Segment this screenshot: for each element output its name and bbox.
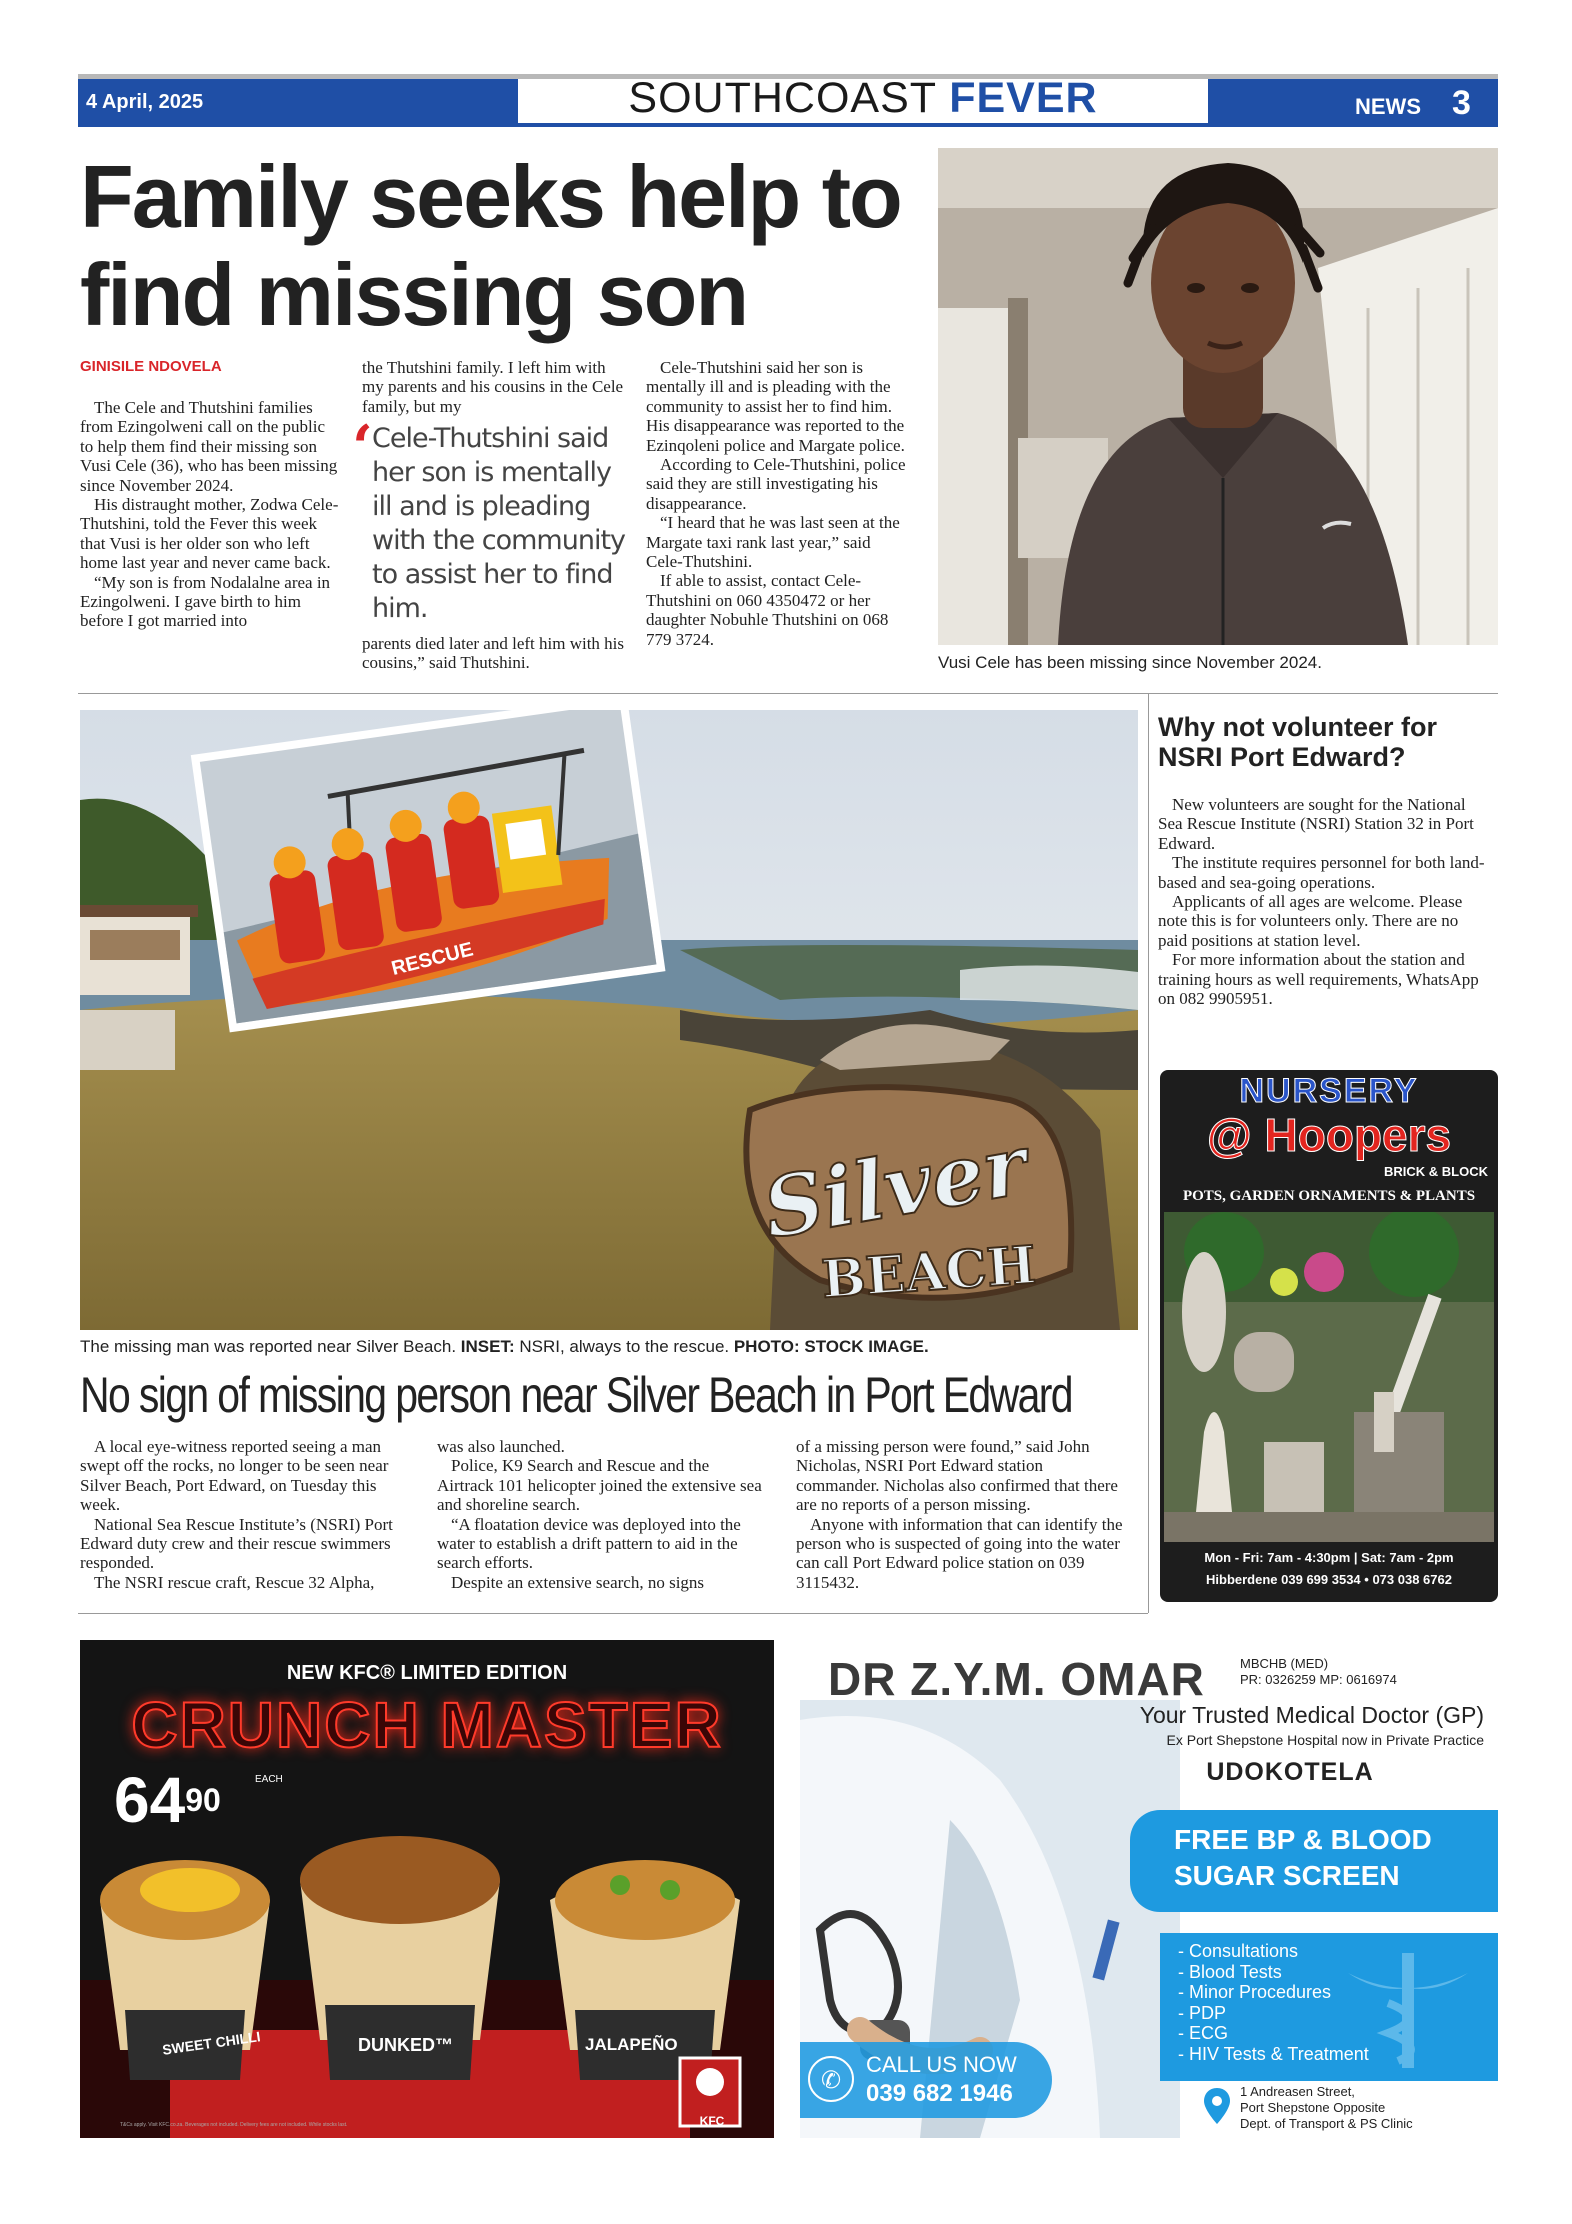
paragraph: was also launched. [437,1437,565,1456]
headline-line-2: find missing son [80,245,748,344]
doctor-registration: PR: 0326259 MP: 0616974 [1240,1672,1397,1687]
location-pin-icon [1204,2088,1230,2124]
section-divider [78,1613,1148,1614]
paragraph: Anyone with information that can identify the person who is suspected of going into the water can call Port Edward police station on 039 3115432. [796,1514,1123,1592]
photo-caption: Vusi Cele has been missing since November 2024. [938,653,1322,672]
nursery-ad [1160,1070,1498,1602]
kfc-ad [80,1640,774,2138]
services-panel [1160,1933,1498,2081]
section-label: NEWS [1355,94,1421,119]
phone-icon: ✆ [808,2056,854,2102]
doctor-udokotela: UDOKOTELA [1206,1758,1374,1786]
article1-headline [80,148,940,344]
address-block [1240,2084,1413,2132]
sign-text-beach: BEACH [819,1234,1038,1311]
caption-inset-label: INSET: [460,1337,515,1356]
nursery-tagline: POTS, GARDEN ORNAMENTS & PLANTS [1182,1188,1476,1204]
nursery-sub: BRICK & BLOCK [1384,1164,1488,1179]
article2-col1 [80,1437,408,1592]
paragraph: New volunteers are sought for the National Sea Rescue Institute (NSRI) Station 32 in Port Edward. [1158,795,1474,853]
address-line: Port Shepstone Opposite [1240,2100,1386,2115]
caption-text: NSRI, always to the rescue. [514,1337,734,1356]
kfc-food-image [80,1830,774,2138]
kfc-title: CRUNCH MASTER [131,1689,723,1761]
paragraph: The NSRI rescue craft, Rescue 32 Alpha, [94,1572,375,1592]
doctor-name: DR Z.Y.M. OMAR [828,1653,1205,1705]
nursery-hours: Mon - Fri: 7am - 4:30pm | Sat: 7am - 2pm [1204,1550,1454,1565]
missing-man-photo [938,148,1498,645]
service-item: - PDP [1178,2002,1227,2023]
service-item: - Minor Procedures [1178,1982,1332,2002]
nursery-title: NURSERY [1239,1072,1419,1110]
masthead-title [518,74,1208,126]
masthead-light: SOUTHCOAST [628,74,937,122]
doctor-ad [800,1640,1498,2138]
address-line: 1 Andreasen Street, [1240,2084,1355,2099]
call-banner [800,2042,1052,2118]
paragraph: Despite an extensive search, no signs [451,1572,705,1592]
service-item: - HIV Tests & Treatment [1178,2043,1369,2064]
paragraph: National Sea Rescue Institute’s (NSRI) Port Edward duty crew and their rescue swimmers responded. [80,1514,393,1573]
photo-caption-2 [80,1337,929,1357]
paragraph: “I heard that he was last seen at the Margate taxi rank last year,” said Cele-Thutshini. [646,513,900,572]
call-label: CALL US NOW [866,2052,1017,2077]
article2-col2 [437,1437,769,1592]
sidebar-body [1158,795,1490,1008]
article1-col3 [646,358,908,649]
free-screen-line2: SUGAR SCREEN [1174,1860,1400,1891]
flavour-label: SWEET CHILLI [161,2028,262,2058]
service-item: - ECG [1178,2023,1229,2043]
doctor-tagline: Your Trusted Medical Doctor (GP) [1139,1702,1484,1728]
kfc-price-main: 64 [114,1764,186,1836]
kfc-top-line: NEW KFC® LIMITED EDITION [286,1662,568,1684]
doctor-sub: Ex Port Shepstone Hospital now in Private Practice [1166,1732,1484,1748]
doctor-qualification: MBCHB (MED) [1240,1656,1329,1671]
pull-quote: Cele-Thutshini said her son is mentally ill and is pleading with the community to assist her to find him. [372,423,626,624]
paragraph: If able to assist, contact Cele-Thutshini on 060 4350472 or her daughter Nobuhle Thutshini on 068 779 3724. [646,571,889,649]
paragraph: The Cele and Thutshini families from Ezingolweni call on the public to help them find their missing son Vusi Cele (36), who has been missing since November 2024. [80,398,338,495]
byline: GINISILE NDOVELA [80,358,222,375]
article1-col2-top [362,358,624,416]
kfc-logo: KFC [699,2114,725,2128]
service-item: - Consultations [1178,1941,1299,1961]
flavour-label: DUNKED™ [358,2035,454,2055]
paragraph: “A floatation device was deployed into the water to establish a drift pattern to aid in the search efforts. [437,1514,741,1573]
kfc-price [114,1764,221,1836]
boat-label-text: RESCUE [389,938,476,980]
paragraph: Applicants of all ages are welcome. Please note this is for volunteers only. There are no paid positions at station level. [1158,892,1463,950]
page-number: 3 [1452,84,1471,122]
silver-beach-photo [80,710,1138,1330]
paragraph: The institute requires personnel for both land-based and sea-going operations. [1158,853,1485,892]
service-item: - Blood Tests [1178,1961,1282,1982]
free-screen-banner [1130,1810,1498,1912]
column-divider [1148,693,1149,1613]
article1-col1 [80,398,342,631]
paragraph: Police, K9 Search and Rescue and the Airtrack 101 helicopter joined the extensive sea and shoreline search. [437,1456,762,1515]
nursery-contact: Hibberdene 039 699 3534 • 073 038 6762 [1206,1572,1452,1587]
paragraph: “My son is from Nodalalne area in Ezingolweni. I gave birth to him before I got married into [80,572,331,631]
free-screen-line1: FREE BP & BLOOD [1174,1824,1432,1855]
section-divider [78,693,1498,694]
services-list [1178,1941,1369,2064]
paragraph: His distraught mother, Zodwa Cele-Thutshini, told the Fever this week that Vusi is her older son who left home last year and never came back. [80,495,339,573]
paragraph: parents died later and left him with his cousins,” said Thutshini. [362,634,625,673]
kfc-price-cents: 90 [185,1782,221,1818]
sign-text-silver: Silver [756,1117,1034,1258]
paragraph: A local eye-witness reported seeing a man swept off the rocks, no longer to be seen near Silver Beach, Port Edward, on Tuesday this week. [80,1437,389,1515]
flavour-label: JALAPEÑO [585,2035,678,2054]
sidebar-headline: Why not volunteer for NSRI Port Edward? [1158,712,1437,772]
caption-credit: PHOTO: STOCK IMAGE. [733,1337,929,1356]
paragraph: of a missing person were found,” said John Nicholas, NSRI Port Edward station commander. Nicholas also confirmed that there are no reports of a person missing. [796,1437,1118,1515]
article1-col2-bottom [362,634,624,673]
caption-text: The missing man was reported near Silver Beach. [80,1337,461,1356]
headline-line-1: Family seeks help to [80,147,901,246]
masthead-bold: FEVER [949,74,1098,122]
kfc-price-each: EACH [255,1774,283,1785]
kfc-fine-print: T&Cs apply. Visit KFC.co.za. Beverages not included. Delivery fees are not included. While stocks last. [120,2122,348,2128]
nursery-garden-photo [1164,1212,1494,1542]
quote-mark-icon: ‘ [352,413,373,483]
nursery-brand: @ Hoopers [1206,1109,1452,1161]
article2-col3 [796,1437,1130,1592]
paragraph: According to Cele-Thutshini, police said they are still investigating his disappearance. [646,455,906,513]
address-line: Dept. of Transport & PS Clinic [1240,2116,1413,2131]
paragraph: the Thutshini family. I left him with my parents and his cousins in the Cele family, but my [362,358,624,416]
article2-headline: No sign of missing person near Silver Beach in Port Edward [80,1367,1072,1423]
call-number: 039 682 1946 [866,2080,1013,2107]
issue-date: 4 April, 2025 [86,91,204,113]
paragraph: For more information about the station and training hours as well requirements, WhatsApp on 082 9905951. [1158,950,1479,1009]
paragraph: Cele-Thutshini said her son is mentally ill and is pleading with the community to assist her to find him. His disappearance was reported to the Ezinqoleni police and Margate police. [646,358,905,455]
